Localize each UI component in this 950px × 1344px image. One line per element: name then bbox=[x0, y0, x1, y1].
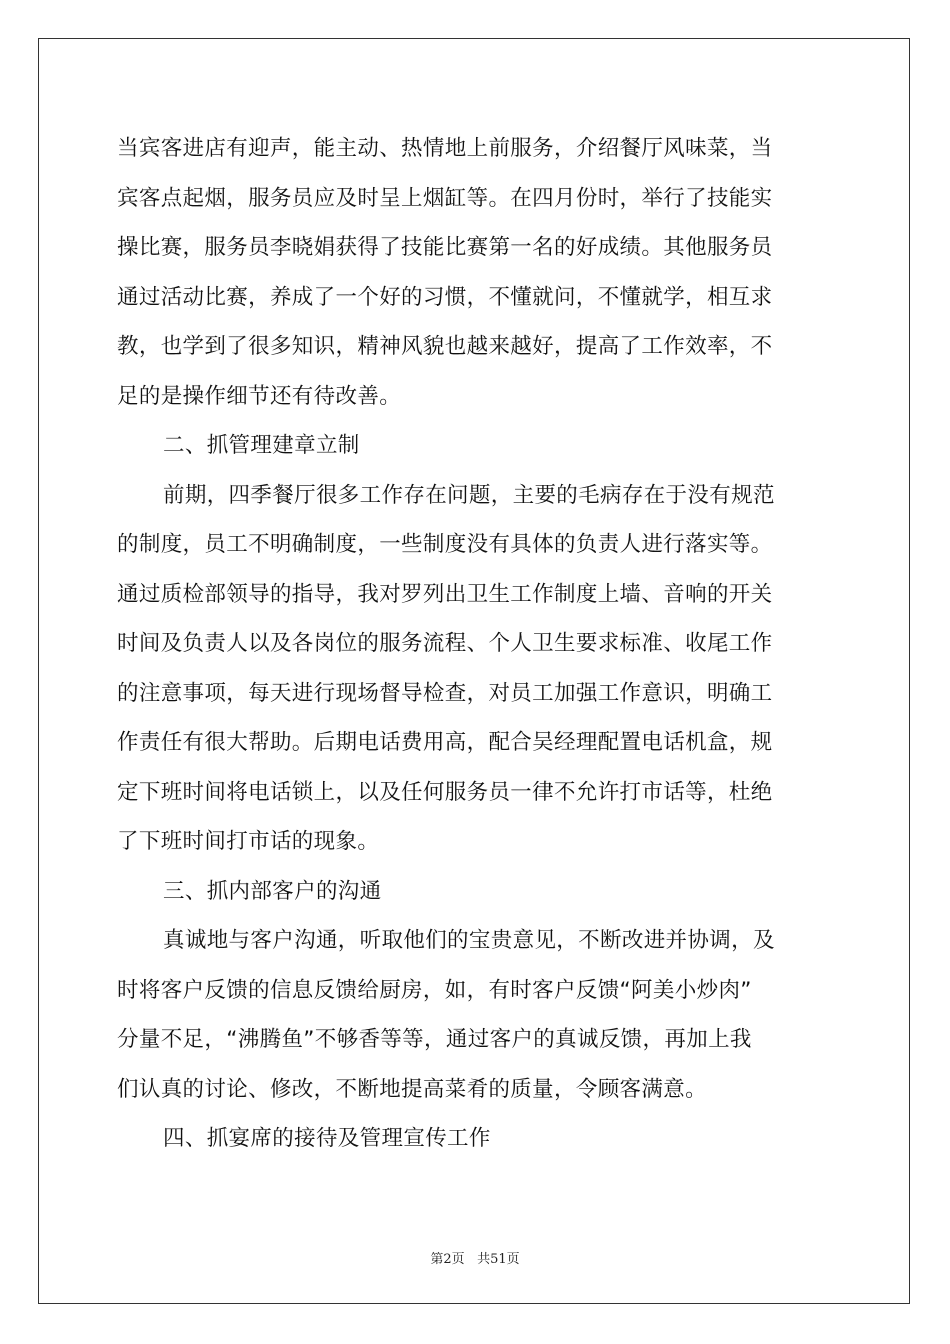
body-line: 时间及负责人以及各岗位的服务流程、个人卫生要求标准、收尾工作 bbox=[117, 631, 773, 656]
body-line: 了下班时间打市话的现象。 bbox=[117, 829, 380, 854]
body-line: 的制度，员工不明确制度，一些制度没有具体的负责人进行落实等。 bbox=[117, 532, 773, 557]
body-line: 真诚地与客户沟通，听取他们的宝贵意见，不断改进并协调，及 bbox=[163, 928, 775, 953]
section-heading: 四、抓宴席的接待及管理宣传工作 bbox=[163, 1126, 491, 1151]
body-line: 的注意事项，每天进行现场督导检查，对员工加强工作意识，明确工 bbox=[117, 680, 773, 706]
page-footer bbox=[0, 1248, 950, 1267]
page-number: 第2页 bbox=[430, 1252, 465, 1267]
body-line: 定下班时间将电话锁上，以及任何服务员一律不允许打市话等，杜绝 bbox=[117, 779, 773, 805]
page-total: 共51页 bbox=[477, 1252, 520, 1267]
body-line: 前期，四季餐厅很多工作存在问题，主要的毛病存在于没有规范 bbox=[163, 482, 775, 508]
body-line: 宾客点起烟，服务员应及时呈上烟缸等。在四月份时，举行了技能实 bbox=[117, 185, 773, 211]
body-line: 作责任有很大帮助。后期电话费用高，配合吴经理配置电话机盒，规 bbox=[117, 730, 773, 755]
body-line: 教，也学到了很多知识，精神风貌也越来越好，提高了工作效率，不 bbox=[117, 334, 773, 359]
body-line: 时将客户反馈的信息反馈给厨房，如，有时客户反馈“阿美小炒肉” bbox=[117, 977, 752, 1003]
body-line: 通过质检部领导的指导，我对罗列出卫生工作制度上墙、音响的开关 bbox=[117, 581, 773, 607]
body-line: 当宾客进店有迎声，能主动、热情地上前服务，介绍餐厅风味菜，当 bbox=[117, 136, 773, 161]
body-line: 操比赛，服务员李晓娟获得了技能比赛第一名的好成绩。其他服务员 bbox=[117, 235, 773, 260]
body-line: 通过活动比赛，养成了一个好的习惯，不懂就问，不懂就学，相互求 bbox=[117, 284, 773, 310]
section-heading: 二、抓管理建章立制 bbox=[163, 433, 360, 458]
body-line: 们认真的讨论、修改，不断地提高菜肴的质量，令顾客满意。 bbox=[117, 1076, 707, 1102]
body-line: 足的是操作细节还有待改善。 bbox=[117, 383, 402, 409]
document-body bbox=[117, 124, 833, 1164]
body-line: 分量不足，“沸腾鱼”不够香等等，通过客户的真诚反馈，再加上我 bbox=[117, 1027, 752, 1052]
section-heading: 三、抓内部客户的沟通 bbox=[163, 878, 382, 904]
